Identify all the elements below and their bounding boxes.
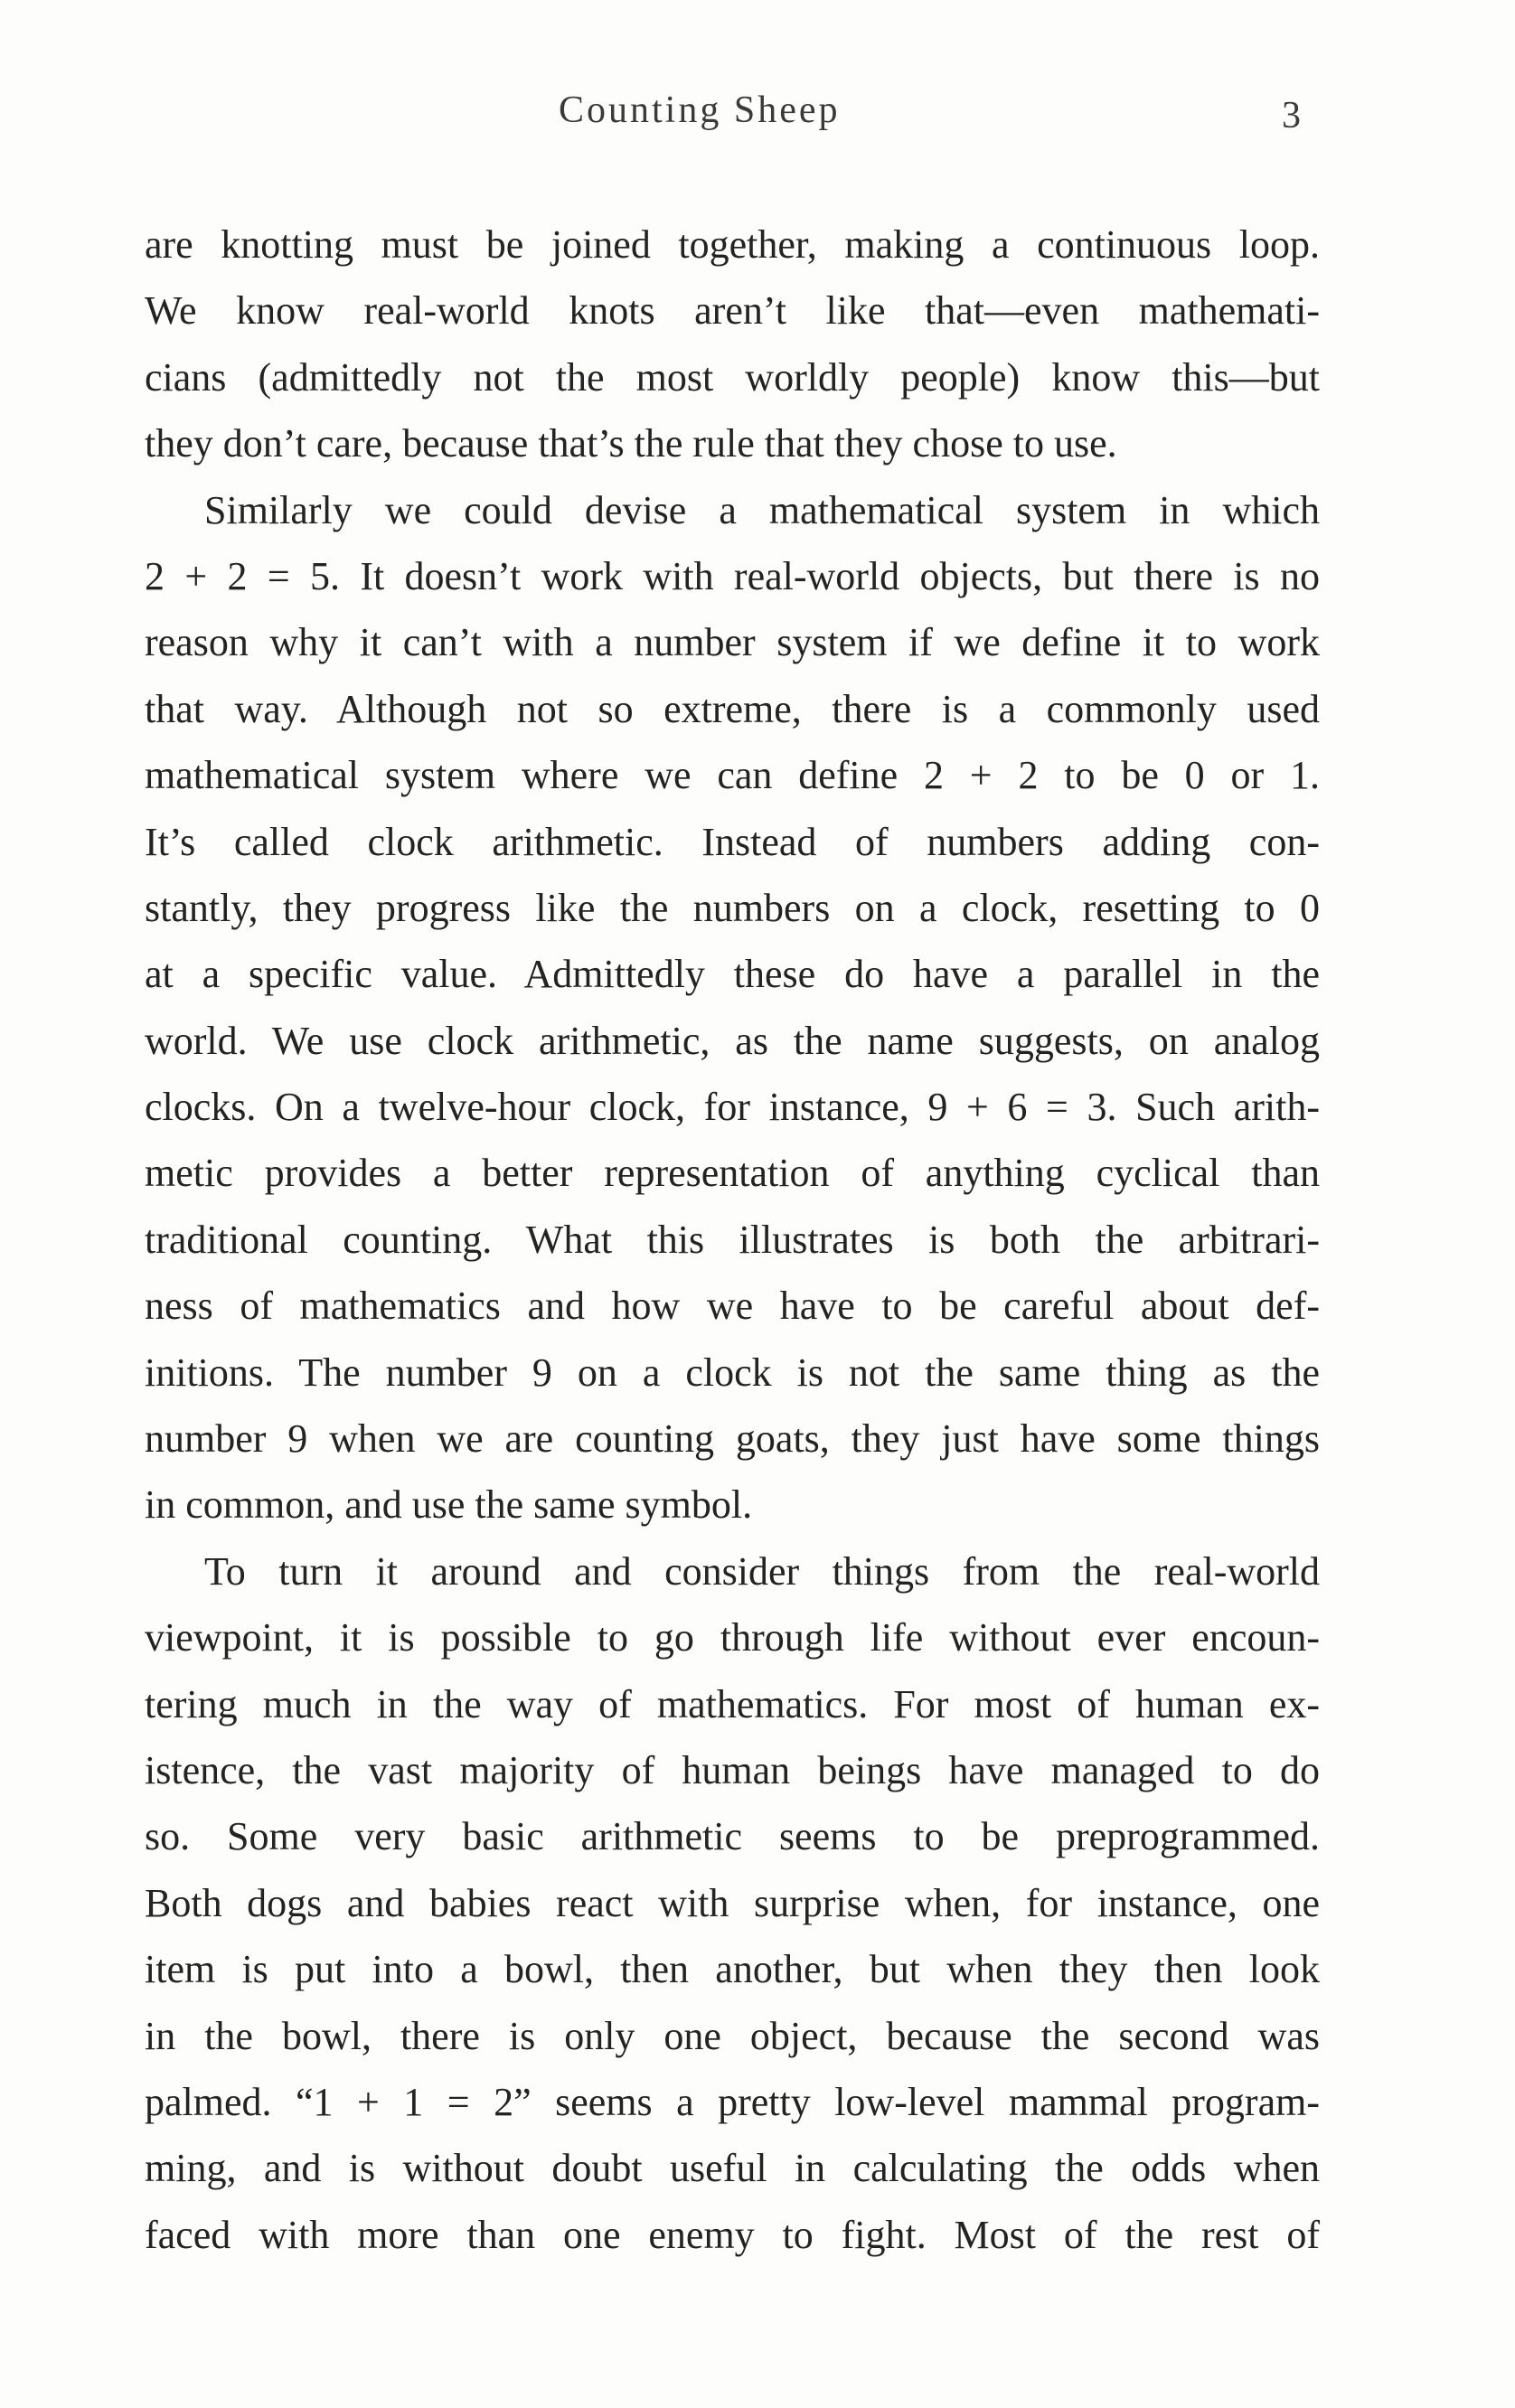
- text-line: palmed. “1 + 1 = 2” seems a pretty low-level mammal program-: [145, 2079, 1320, 2124]
- text-line: world. We use clock arithmetic, as the name suggests, on analog: [145, 1018, 1320, 1063]
- paragraph-3: [145, 1538, 1320, 2268]
- text-line: that way. Although not so extreme, there is a commonly used: [145, 686, 1320, 731]
- text-line: traditional counting. What this illustrates is both the arbitrari-: [145, 1217, 1320, 1262]
- text-line: Similarly we could devise a mathematical system in which: [204, 487, 1320, 532]
- text-line: viewpoint, it is possible to go through life without ever encoun-: [145, 1615, 1320, 1660]
- text-line: are knotting must be joined together, making a continuous loop.: [145, 222, 1320, 267]
- text-line: ming, and is without doubt useful in calculating the odds when: [145, 2146, 1320, 2191]
- text-line: they don’t care, because that’s the rule that they chose to use.: [145, 421, 1117, 466]
- text-line: initions. The number 9 on a clock is not the same thing as the: [145, 1350, 1320, 1395]
- text-line: mathematical system where we can define 2 + 2 to be 0 or 1.: [145, 753, 1320, 798]
- text-line: item is put into a bowl, then another, but when they then look: [145, 1947, 1320, 1992]
- text-line: so. Some very basic arithmetic seems to be preprogrammed.: [145, 1814, 1320, 1859]
- text-line: faced with more than one enemy to fight. Most of the rest of: [145, 2212, 1320, 2257]
- body-text: [145, 212, 1320, 2268]
- text-line: istence, the vast majority of human beings have managed to do: [145, 1747, 1320, 1792]
- running-head: [0, 89, 1515, 143]
- text-line: Both dogs and babies react with surprise when, for instance, one: [145, 1880, 1320, 1925]
- text-line: We know real-world knots aren’t like that—even mathemati-: [145, 288, 1320, 334]
- text-line: ness of mathematics and how we have to be careful about def-: [145, 1284, 1320, 1329]
- text-line: in the bowl, there is only one object, because the second was: [145, 2013, 1320, 2058]
- text-line: tering much in the way of mathematics. For most of human ex-: [145, 1681, 1320, 1726]
- text-line: stantly, they progress like the numbers on a clock, resetting to 0: [145, 885, 1320, 930]
- page-number: 3: [1282, 95, 1301, 136]
- text-line: clocks. On a twelve-hour clock, for instance, 9 + 6 = 3. Such arith-: [145, 1085, 1320, 1130]
- text-line: at a specific value. Admittedly these do have a parallel in the: [145, 952, 1320, 997]
- text-line: number 9 when we are counting goats, they just have some things: [145, 1416, 1320, 1462]
- running-title: Counting Sheep: [559, 89, 841, 131]
- text-line: To turn it around and consider things from the real-world: [204, 1548, 1320, 1594]
- text-line: in common, and use the same symbol.: [145, 1482, 753, 1528]
- text-line: cians (admittedly not the most worldly people) know this—but: [145, 354, 1320, 400]
- text-line: metic provides a better representation of anything cyclical than: [145, 1151, 1320, 1196]
- paragraph-2: [145, 477, 1320, 1538]
- text-line: It’s called clock arithmetic. Instead of numbers adding con-: [145, 819, 1320, 864]
- paragraph-1: [145, 212, 1320, 477]
- text-line: 2 + 2 = 5. It doesn’t work with real-world objects, but there is no: [145, 553, 1320, 598]
- text-line: reason why it can’t with a number system if we define it to work: [145, 620, 1320, 665]
